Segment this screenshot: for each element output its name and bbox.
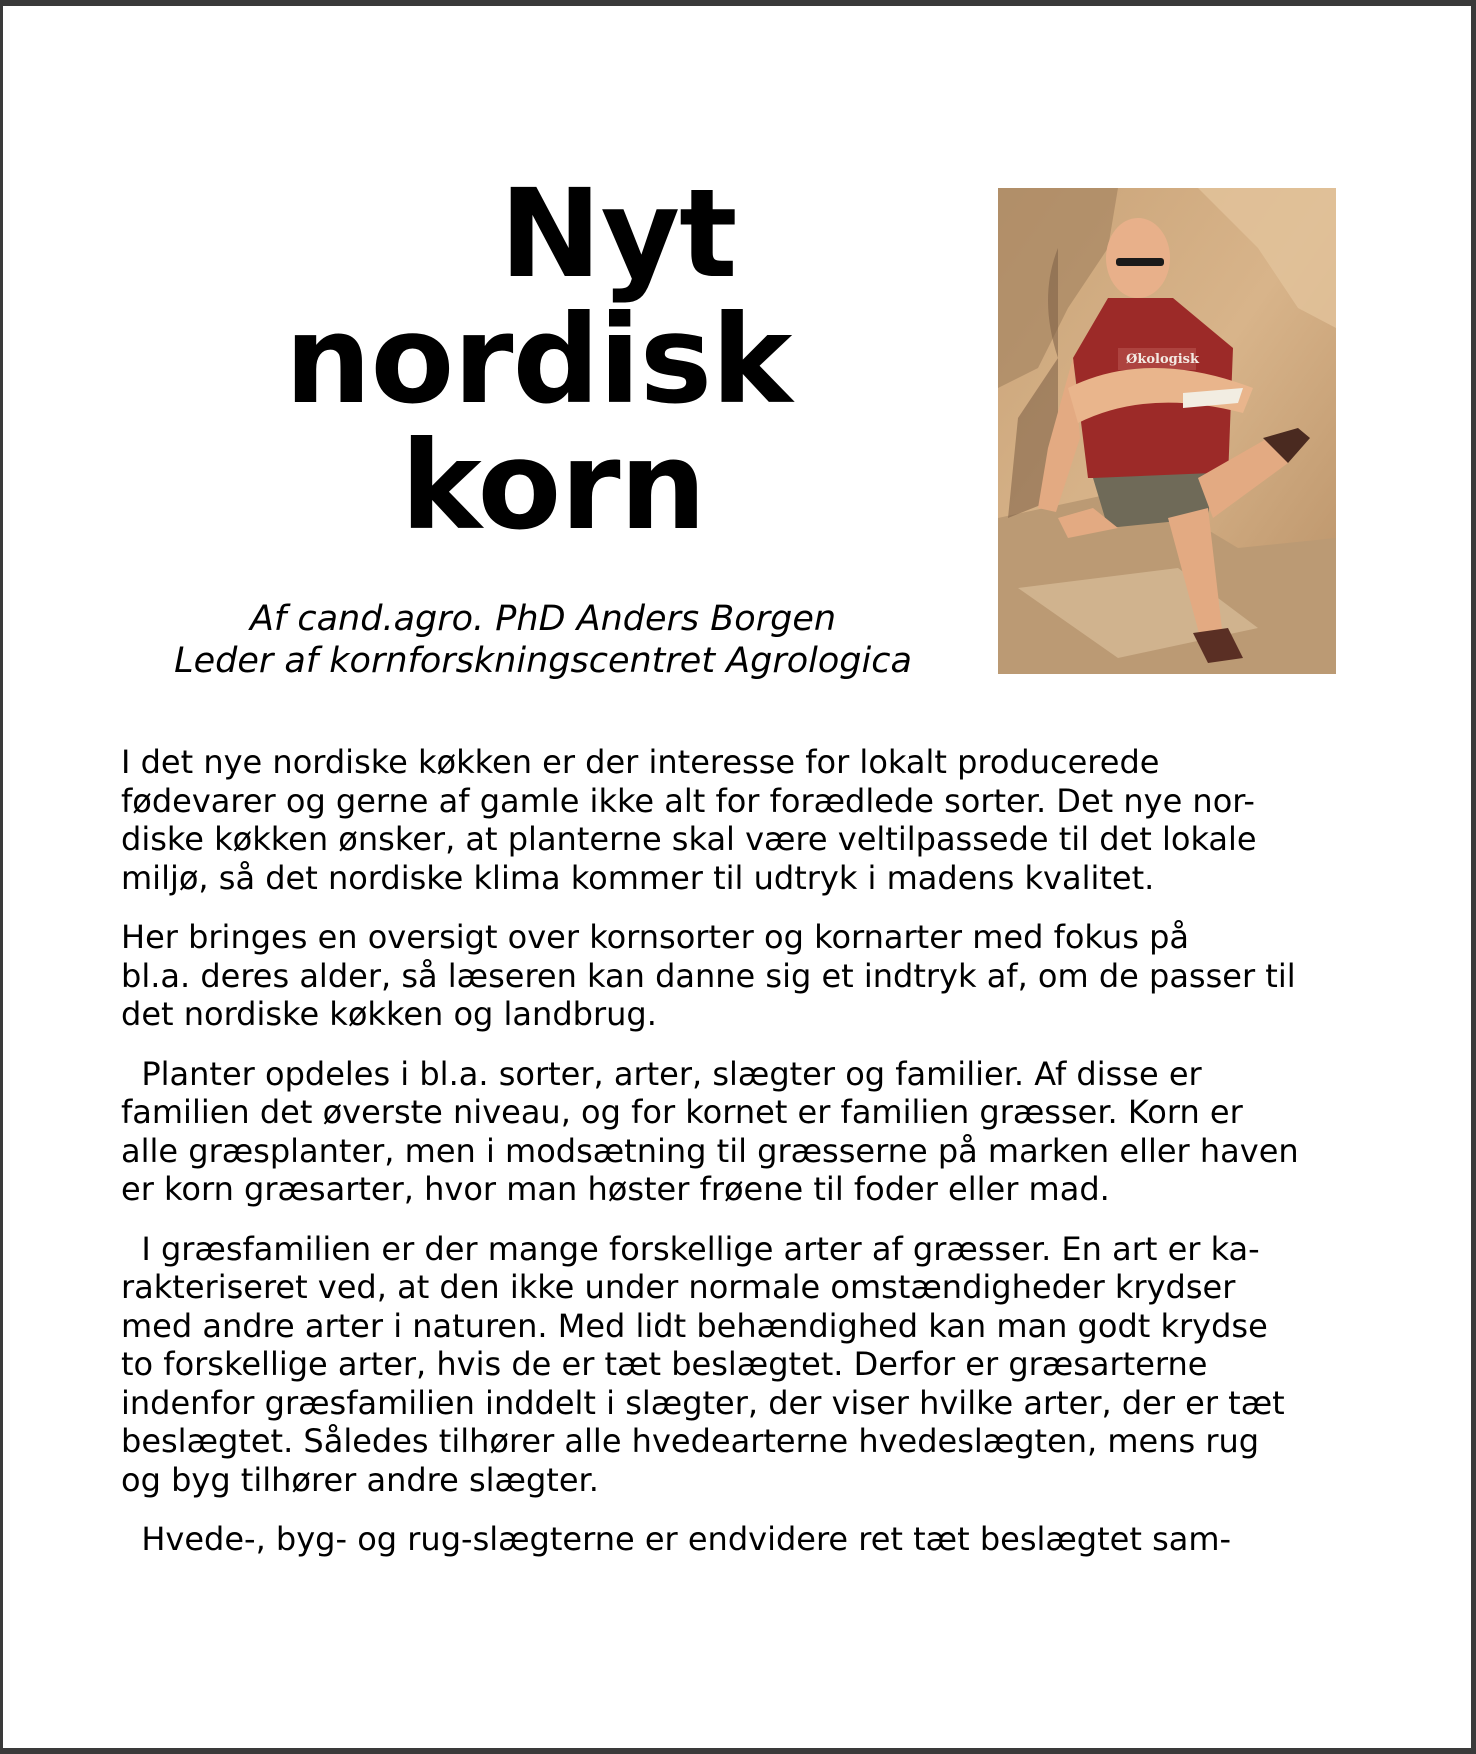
author-name: Af cand.agro. PhD Anders Borgen: [249, 599, 837, 639]
title-line: nordisk: [284, 289, 792, 431]
paragraph: [121, 1055, 1361, 1209]
text-line: miljø, så det nordiske klima kommer til udtryk i madens kvalitet.: [121, 858, 1155, 897]
text-line: Planter opdeles i bl.a. sorter, arter, slægter og familier. Af disse er: [121, 1054, 1202, 1093]
document-page: [3, 6, 1471, 1748]
text-line: Hvede-, byg- og rug-slægterne er endvidere ret tæt beslægtet sam-: [121, 1520, 1232, 1558]
author-role: Leder af kornforskningscentret Agrologica: [174, 641, 912, 681]
paragraph: [121, 1230, 1361, 1500]
article-body: [121, 743, 1361, 1580]
text-line: familien det øverste niveau, og for kornet er familien græsser. Korn er: [121, 1093, 1243, 1131]
paragraph: [121, 1520, 1361, 1559]
text-line: med andre arter i naturen. Med lidt behændighed kan man godt krydse: [121, 1306, 1268, 1345]
text-line: Her bringes en oversigt over kornsorter og kornarter med fokus på: [121, 918, 1190, 956]
shirt-logo-text: Økologisk: [1126, 352, 1199, 367]
text-line: rakteriseret ved, at den ikke under normale omstændigheder krydser: [121, 1268, 1236, 1306]
text-line: fødevarer og gerne af gamle ikke alt for forædlede sorter. Det nye nor-: [121, 781, 1255, 820]
text-line: det nordiske køkken og landbrug.: [121, 995, 657, 1033]
article-title: [153, 163, 923, 557]
title-line: korn: [400, 415, 706, 557]
text-line: I det nye nordiske køkken er der interesse for lokalt producerede: [121, 743, 1160, 781]
text-line: I græsfamilien er der mange forskellige arter af græsser. En art er ka-: [121, 1229, 1260, 1268]
text-line: er korn græsarter, hvor man høster frøene til foder eller mad.: [121, 1170, 1110, 1208]
text-line: beslægtet. Således tilhører alle hvedearterne hvedeslægten, mens rug: [121, 1422, 1260, 1460]
paragraph: [121, 918, 1361, 1034]
author-byline: [103, 598, 983, 682]
text-line: alle græsplanter, men i modsætning til græsserne på marken eller haven: [121, 1131, 1299, 1170]
text-line: diske køkken ønsker, at planterne skal være veltilpassede til det lokale: [121, 820, 1257, 858]
text-line: bl.a. deres alder, så læseren kan danne sig et indtryk af, om de passer til: [121, 956, 1296, 995]
text-line: indenfor græsfamilien inddelt i slægter, der viser hvilke arter, der er tæt: [121, 1383, 1285, 1422]
title-line: Nyt: [499, 163, 737, 305]
paragraph: [121, 743, 1361, 897]
text-line: og byg tilhører andre slægter.: [121, 1460, 599, 1499]
author-photo: [998, 188, 1336, 674]
text-line: to forskellige arter, hvis de er tæt beslægtet. Derfor er græsarterne: [121, 1345, 1208, 1383]
